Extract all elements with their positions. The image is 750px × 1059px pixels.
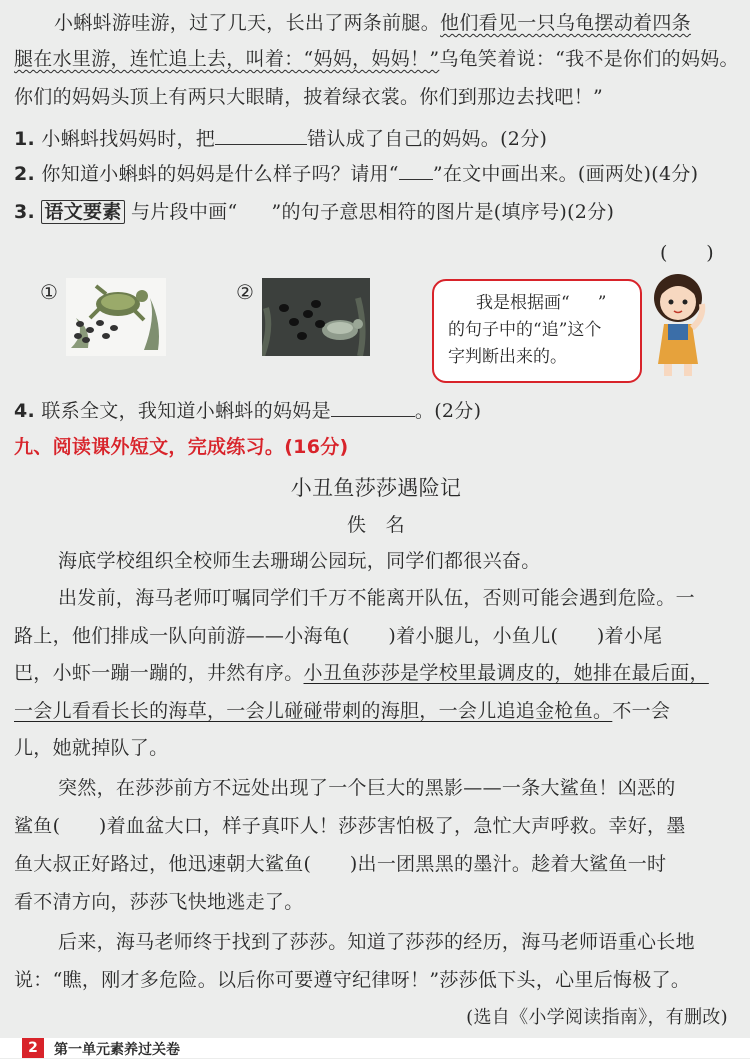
section-9-heading: 九、阅读课外短文，完成练习。(16分) (14, 436, 349, 458)
option-2-label: ② (236, 280, 254, 304)
question-4: 4. 联系全文，我知道小蝌蚪的妈妈是 。(2分) (14, 396, 738, 424)
paragraph-4-line-1: 后来，海马老师终于找到了莎莎。知道了莎莎的经历，海马老师语重心长地 (58, 931, 695, 953)
wavy-line-symbol (570, 290, 598, 317)
paragraph-3-line-3: 鱼大叔正好路过，他迅速朝大鲨鱼( )出一团黑黑的墨汁。趁着大鲨鱼一时 (14, 853, 667, 875)
passage-line-3: 你们的妈妈头顶上有两只大眼睛，披着绿衣裳。你们到那边去找吧！” (14, 86, 604, 108)
source-citation: (选自《小学阅读指南》，有删改) (466, 1007, 728, 1028)
straight-line-symbol (399, 163, 433, 180)
paragraph-4-line-2: 说：“瞧，刚才多危险。以后你可要遵守纪律呀！”莎莎低下头，心里后悔极了。 (14, 969, 691, 991)
option-1-label: ① (40, 280, 58, 304)
article-title: 小丑鱼莎莎遇险记 (290, 476, 462, 500)
paragraph-3-line-4: 看不清方向，莎莎飞快地逃走了。 (14, 891, 304, 913)
article-author: 佚 名 (347, 514, 405, 536)
passage-line-2: 腿在水里游，连忙追上去，叫着：“妈妈，妈妈！”乌龟笑着说：“我不是你们的妈妈。 (14, 48, 739, 70)
paragraph-2-line-2: 路上，他们排成一队向前游——小海龟( )着小腿儿，小鱼儿( )着小尾 (14, 625, 663, 647)
speech-bubble: 我是根据画“ ” 的句子中的“追”这个 字判断出来的。 (432, 279, 642, 383)
wavy-line-symbol (237, 199, 271, 225)
page-number: 2 (22, 1038, 44, 1058)
turtle-tadpoles-image-1 (66, 278, 166, 356)
paragraph-2-line-1: 出发前，海马老师叮嘱同学们千万不能离开队伍，否则可能会遇到危险。一 (58, 587, 695, 609)
girl-illustration (646, 268, 716, 378)
page-footer (0, 1038, 750, 1058)
question-1: 1. 小蝌蚪找妈妈时，把 错认成了自己的妈妈。(2分) (14, 124, 738, 152)
paragraph-1: 海底学校组织全校师生去珊瑚公园玩，同学们都很兴奋。 (58, 550, 541, 572)
paragraph-2-line-4: 一会儿看看长长的海草，一会儿碰碰带刺的海胆，一会儿追追金枪鱼。不一会 (14, 700, 671, 722)
paragraph-2-line-3: 巴，小虾一蹦一蹦的，井然有序。小丑鱼莎莎是学校里最调皮的，她排在最后面， (14, 662, 709, 684)
footer-label: 第一单元素养过关卷 (54, 1042, 180, 1058)
paragraph-2-line-5: 儿，她就掉队了。 (14, 737, 169, 759)
paragraph-3-line-2: 鲨鱼( )着血盆大口，样子真吓人！莎莎害怕极了，急忙大声呼救。幸好，墨 (14, 815, 686, 837)
q4-answer-blank[interactable] (331, 396, 415, 417)
q1-answer-blank[interactable] (215, 124, 307, 145)
paragraph-3-line-1: 突然，在莎莎前方不远处出现了一个巨大的黑影——一条大鲨鱼！凶恶的 (58, 777, 676, 799)
turtle-tadpoles-image-2 (262, 278, 370, 356)
question-3: 3. 语文要素 与片段中画“ ”的句子意思相符的图片是(填序号)(2分) (14, 201, 615, 223)
skill-tag: 语文要素 (41, 200, 124, 224)
q3-answer-paren[interactable]: ( ) (659, 242, 714, 264)
passage-line-1: 小蝌蚪游哇游，过了几天，长出了两条前腿。他们看见一只乌龟摆动着四条 (54, 12, 691, 34)
question-2: 2. 你知道小蝌蚪的妈妈是什么样子吗？请用“ ”在文中画出来。(画两处)(4分) (14, 163, 699, 185)
